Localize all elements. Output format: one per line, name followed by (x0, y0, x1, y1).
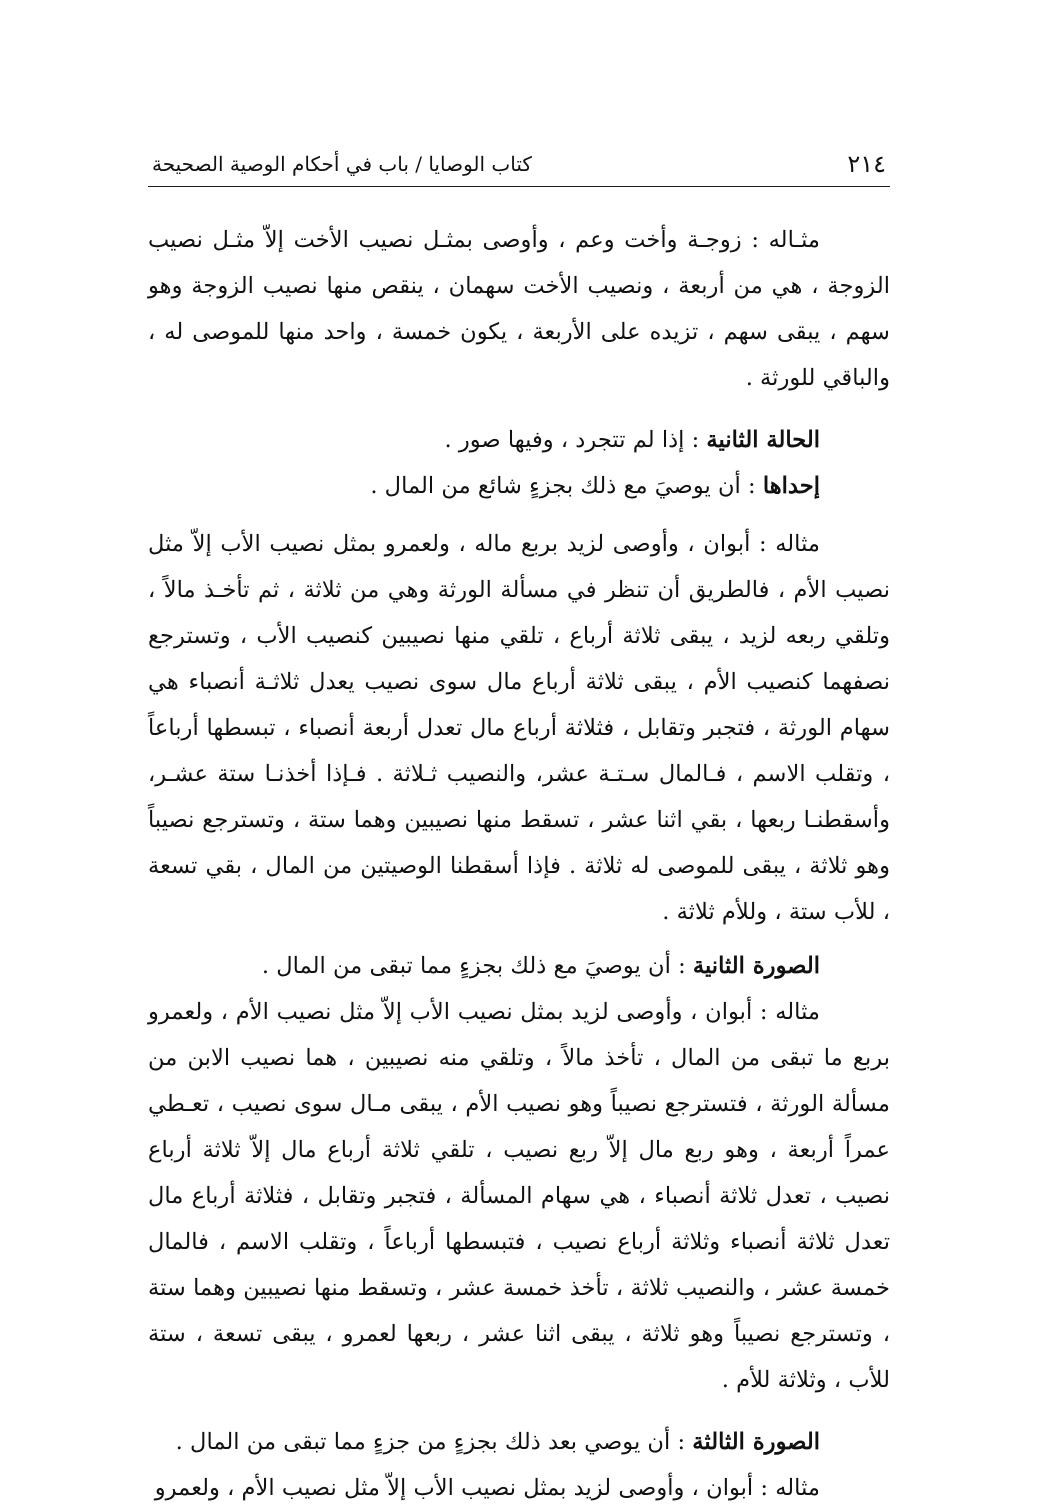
heading-label: الصورة الثالثة (692, 1429, 820, 1455)
page-number: ٢١٤ (847, 150, 886, 178)
section-heading-second-state (148, 417, 890, 463)
header-divider (148, 186, 890, 187)
paragraph-example-3: مثاله : أبوان ، وأوصى لزيد بمثل نصيب الأب إلاّ مثل نصيب الأم ، ولعمرو بربع ما تبقى من المال ، تأخذ مالاً ، وتلقي منه نصيبين ، هما نصيب الابن من مسألة الورثة ، فتسترجع نصيباً وهو نصيب الأم ، يبقى مـال سوى نصيب ، تعـطي عمراً أربعة ، وهو ربع مال إلاّ ربع نصيب ، تلقي ثلاثة أرباع مال إلاّ ثلاثة أرباع نصيب ، تعدل ثلاثة أنصباء ، هي سهام المسألة ، فتجبر وتقابل ، فثلاثة أرباع مال تعدل ثلاثة أنصباء وثلاثة أرباع نصيب ، فتبسطها أرباعاً ، وتقلب الاسم ، فالمال خمسة عشر ، والنصيب ثلاثة ، تأخذ خمسة عشر ، وتسقط منها نصيبين وهما ستة ، وتسترجع نصيباً وهو ثلاثة ، يبقى اثنا عشر ، ربعها لعمرو ، يبقى تسعة ، ستة للأب ، وثلاثة للأم . (148, 999, 890, 1393)
paragraph-example-4: مثاله : أبوان ، وأوصى لزيد بمثل نصيب الأب إلاّ مثل نصيب الأم ، ولعمرو (154, 1475, 820, 1501)
paragraph-example-2: مثاله : أبوان ، وأوصى لزيد بربع ماله ، ولعمرو بمثل نصيب الأب إلاّ مثل نصيب الأم ، فالطريق أن تنظر في مسألة الورثة وهي من ثلاثة ، ثم تأخـذ مالاً ، وتلقي ربعه لزيد ، يبقى ثلاثة أرباع ، تلقي منها نصيبين كنصيب الأب ، وتسترجع نصفهما كنصيب الأم ، يبقى ثلاثة أرباع مال سوى نصيب يعدل ثلاثـة أنصباء هي سهام الورثة ، فتجبر وتقابل ، فثلاثة أرباع مال تعدل أربعة أنصباء ، تبسطها أرباعاً ، وتقلب الاسم ، فـالمال سـتـة عشر، والنصيب ثـلاثة . فـإذا أخذنـا ستة عشـر، وأسقطنـا ربعها ، بقي اثنا عشر ، تسقط منها نصيبين وهما ستة ، وتسترجع نصيباً وهو ثلاثة ، يبقى للموصى له ثلاثة . فإذا أسقطنا الوصيتين من المال ، بقي تسعة ، للأب ستة ، وللأم ثلاثة . (148, 531, 890, 925)
heading-text: : أن يوصي بعد ذلك بجزءٍ من جزءٍ مما تبقى من المال . (175, 1429, 693, 1455)
paragraph-example-1: مثـاله : زوجـة وأخت وعم ، وأوصى بمثـل نصيب الأخت إلاّ مثـل نصيب الزوجة ، هي من أربعة ، ونصيب الأخت سهمان ، ينقص منها نصيب الزوجة وهو سهم ، يبقى سهم ، تزيده على الأربعة ، يكون خمسة ، واحد منها للموصى له ، والباقي للورثة . (148, 227, 890, 391)
heading-label: الصورة الثانية (692, 953, 820, 979)
book-page (148, 142, 890, 1511)
heading-text: : أن يوصيَ مع ذلك بجزءٍ مما تبقى من المال . (261, 953, 693, 979)
page-header (148, 142, 890, 186)
section-heading-first-form (148, 463, 890, 509)
heading-text: : إذا لم تتجرد ، وفيها صور . (444, 427, 707, 453)
running-title: كتاب الوصايا / باب في أحكام الوصية الصحيحة (152, 152, 532, 176)
heading-label: إحداها (762, 473, 820, 499)
section-heading-second-form (148, 943, 890, 989)
heading-label: الحالة الثانية (706, 427, 820, 453)
section-heading-third-form (148, 1419, 890, 1465)
heading-text: : أن يوصيَ مع ذلك بجزءٍ شائع من المال . (370, 473, 763, 499)
